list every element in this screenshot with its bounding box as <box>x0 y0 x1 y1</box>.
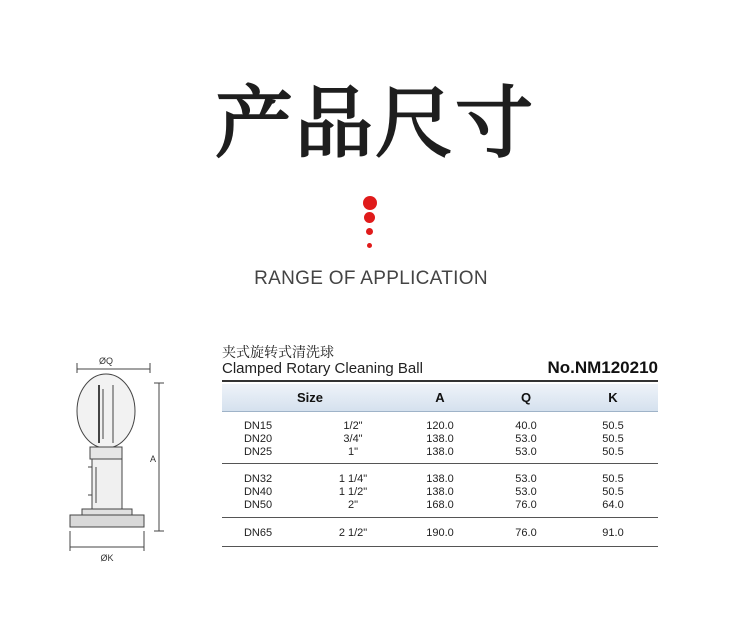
cell-a: 168.0 <box>426 499 454 511</box>
cell-q: 53.0 <box>515 433 537 445</box>
dot-1 <box>363 196 377 210</box>
dot-3 <box>366 228 373 235</box>
page-title: 产品尺寸 <box>214 79 535 169</box>
cell-k: 50.5 <box>602 420 624 432</box>
table-row <box>222 527 658 540</box>
cell-a: 190.0 <box>426 527 454 539</box>
spec-title-english: Clamped Rotary Cleaning Ball <box>222 360 423 377</box>
table-row <box>222 499 658 512</box>
cell-dn: DN15 <box>243 420 273 432</box>
table-bottom-rule <box>222 546 658 547</box>
cell-size: 1 1/4" <box>338 473 368 485</box>
dot-4 <box>367 243 372 248</box>
cell-k: 50.5 <box>602 446 624 458</box>
cell-dn: DN20 <box>243 433 273 445</box>
cell-dn: DN32 <box>243 473 273 485</box>
column-header-a: A <box>435 390 445 405</box>
cell-a: 138.0 <box>426 486 454 498</box>
cell-k: 50.5 <box>602 486 624 498</box>
group-divider <box>222 517 658 518</box>
table-row <box>222 433 658 446</box>
cell-size: 1" <box>347 446 359 458</box>
table-row <box>222 473 658 486</box>
table-row <box>222 486 658 499</box>
column-header-k: K <box>608 390 618 405</box>
cell-q: 53.0 <box>515 473 537 485</box>
section-subtitle: RANGE OF APPLICATION <box>254 268 488 289</box>
spec-title-chinese: 夹式旋转式清洗球 <box>222 345 334 361</box>
dot-2 <box>364 212 375 223</box>
cell-a: 138.0 <box>426 473 454 485</box>
dim-q-label: ØQ <box>98 356 114 366</box>
cell-size: 2 1/2" <box>338 527 368 539</box>
cell-a: 138.0 <box>426 446 454 458</box>
cleaning-ball-drawing <box>60 355 180 565</box>
cell-k: 50.5 <box>602 473 624 485</box>
decorative-dots <box>361 194 381 254</box>
cell-size: 3/4" <box>343 433 363 445</box>
cell-dn: DN40 <box>243 486 273 498</box>
cell-k: 64.0 <box>602 499 624 511</box>
group-divider <box>222 463 658 464</box>
column-header-q: Q <box>520 390 532 405</box>
column-header-size: Size <box>296 390 323 405</box>
cell-k: 91.0 <box>602 527 624 539</box>
dim-k-label: ØK <box>100 553 114 563</box>
cell-dn: DN65 <box>243 527 273 539</box>
table-header <box>222 384 658 412</box>
cell-size: 1/2" <box>343 420 363 432</box>
cell-q: 76.0 <box>515 499 537 511</box>
cell-dn: DN25 <box>243 446 273 458</box>
cell-k: 50.5 <box>602 433 624 445</box>
cell-q: 76.0 <box>515 527 537 539</box>
cell-dn: DN50 <box>243 499 273 511</box>
cell-size: 1 1/2" <box>338 486 368 498</box>
table-row <box>222 420 658 433</box>
cell-size: 2" <box>347 499 359 511</box>
table-row <box>222 446 658 459</box>
table-top-rule <box>222 380 658 382</box>
model-number: No.NM120210 <box>547 358 658 377</box>
cell-a: 138.0 <box>426 433 454 445</box>
dim-a-label: A <box>149 454 157 464</box>
cell-q: 40.0 <box>515 420 537 432</box>
cell-q: 53.0 <box>515 446 537 458</box>
cell-a: 120.0 <box>426 420 454 432</box>
cell-q: 53.0 <box>515 486 537 498</box>
